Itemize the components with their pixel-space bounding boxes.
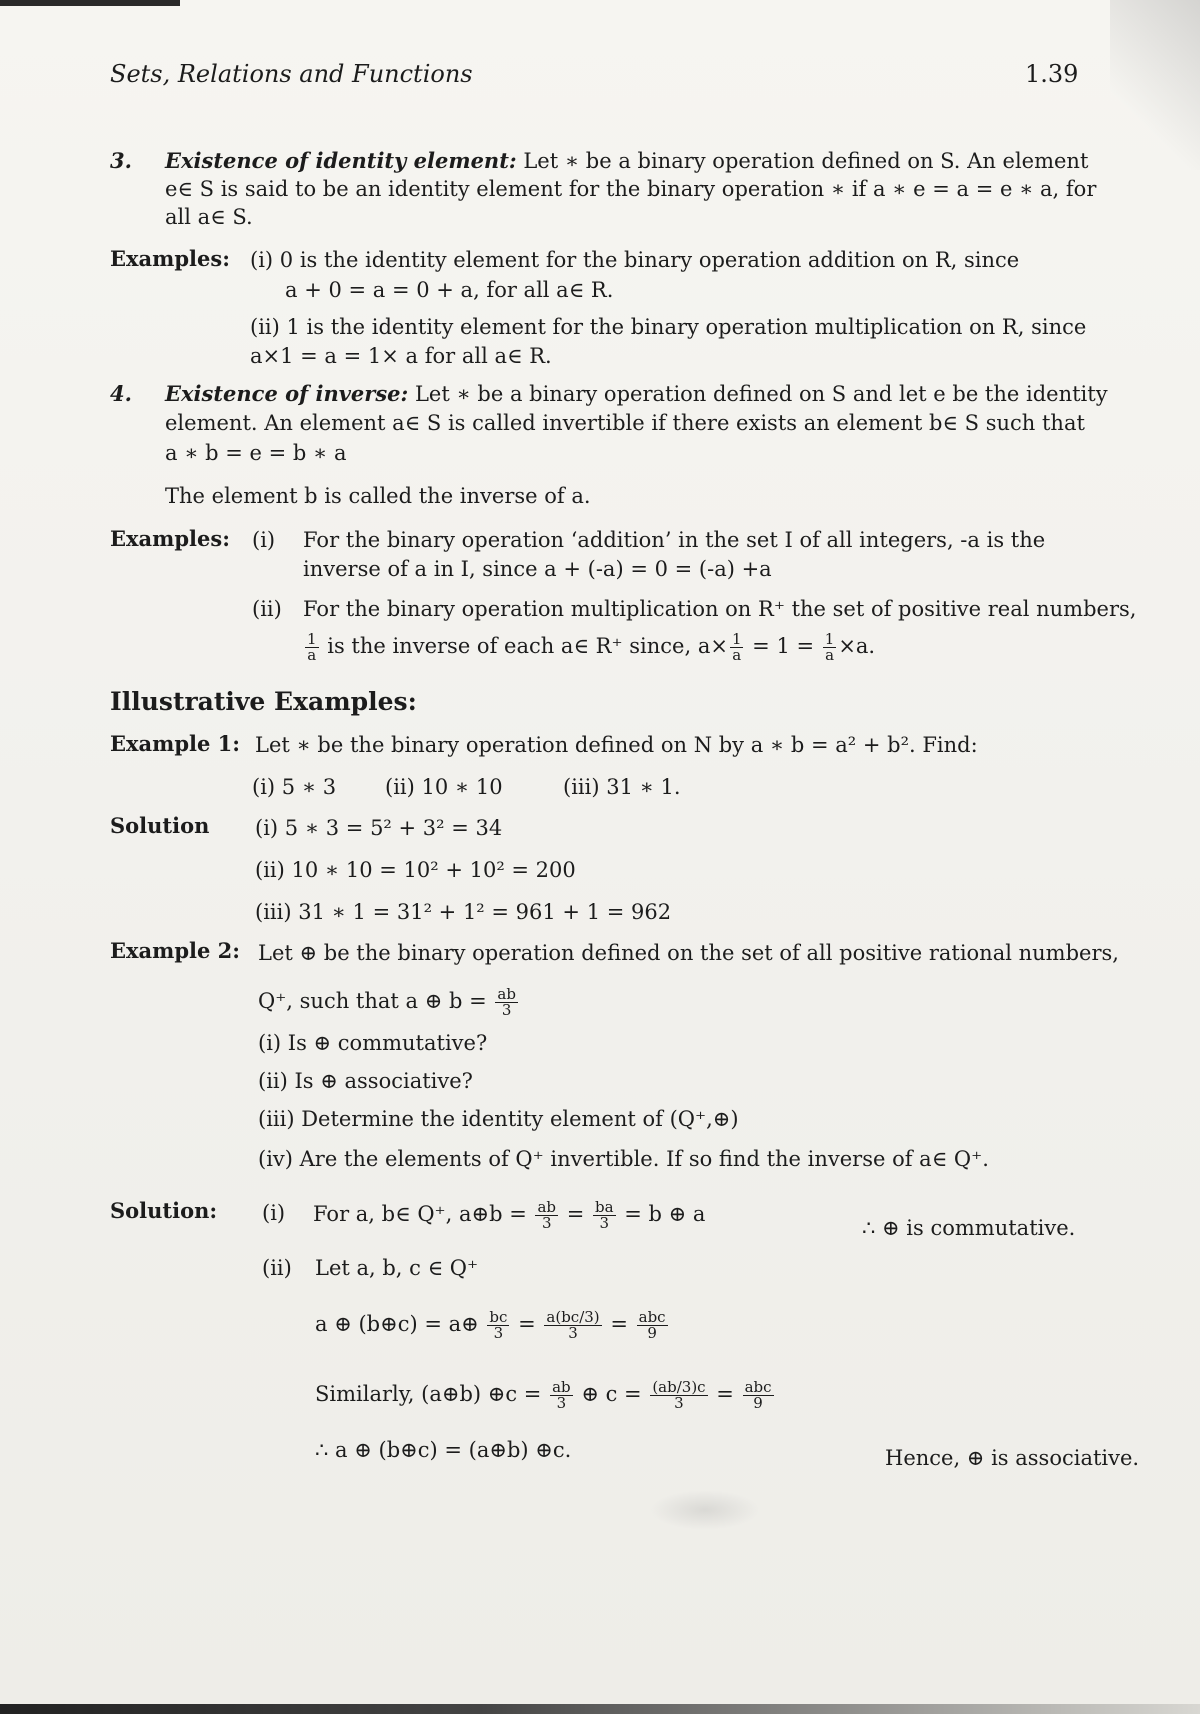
identity-para-line-2: e∈ S is said to be an identity element for the binary operation ∗ if a ∗ e = a = e ∗ a, for — [165, 177, 1097, 201]
inverse-ii-a-times: a× — [697, 634, 728, 658]
identity-example-2-line-2: a×1 = a = 1× a for all a∈ R. — [250, 344, 552, 368]
example-2-def-text: Q⁺, such that a ⊕ b = — [258, 989, 487, 1013]
corner-shadow — [1110, 0, 1200, 170]
example-1-solution-ii: (ii) 10 ∗ 10 = 10² + 10² = 200 — [255, 858, 576, 882]
solution-i-conclusion: ∴ ⊕ is commutative. — [862, 1216, 1076, 1240]
illustrative-examples-heading: Illustrative Examples: — [110, 687, 417, 716]
running-header-title: Sets, Relations and Functions — [110, 60, 473, 88]
fraction-numerator: (ab/3)c — [652, 1378, 706, 1396]
solution-ii-line-1 — [315, 1310, 670, 1341]
fraction-numerator: abc — [638, 1308, 666, 1326]
solution-i-end: = b ⊕ a — [624, 1202, 706, 1226]
fraction-denominator: 3 — [493, 1324, 504, 1342]
fraction-numerator: ab — [497, 985, 516, 1003]
fraction-one-over-a — [823, 632, 837, 663]
inverse-ii-equals-one: = 1 = — [752, 634, 815, 658]
fraction-numerator: 1 — [731, 630, 742, 648]
solution-i-line — [313, 1200, 705, 1231]
fraction-ab-over-3 — [550, 1380, 573, 1411]
inverse-para-line-3: a ∗ b = e = b ∗ a — [165, 441, 347, 465]
identity-para-line-3: all a∈ S. — [165, 205, 253, 229]
solution-ii-line-2-lhs: Similarly, (a⊕b) ⊕c = — [315, 1382, 542, 1406]
example-2-statement: Let ⊕ be the binary operation defined on the set of all positive rational numbers, — [258, 941, 1119, 965]
example-2-question-i: (i) Is ⊕ commutative? — [258, 1031, 488, 1055]
identity-examples-label: Examples: — [110, 246, 230, 271]
equals-sign: = — [518, 1312, 536, 1336]
fraction-denominator: 3 — [568, 1324, 578, 1342]
fraction-denominator: 3 — [674, 1394, 684, 1412]
bottom-edge-shadow — [0, 1704, 1200, 1714]
solution-ii-line-3: ∴ a ⊕ (b⊕c) = (a⊕b) ⊕c. — [315, 1438, 572, 1462]
solution-i-label: (i) — [262, 1201, 286, 1225]
fraction-numerator: ab — [552, 1378, 571, 1396]
inverse-para-line-4: The element b is called the inverse of a. — [165, 484, 591, 508]
inverse-example-i-line-2: inverse of a in I, since a + (-a) = 0 = (-a) +a — [303, 557, 772, 581]
inverse-ii-end: ×a. — [838, 634, 876, 658]
example-2-label: Example 2: — [110, 938, 241, 963]
fraction-abc-over-9 — [743, 1380, 774, 1411]
example-1-part-ii: (ii) 10 ∗ 10 — [385, 775, 503, 799]
top-edge-shadow — [0, 0, 180, 6]
fraction-denominator: a — [825, 646, 835, 664]
fraction-ab-over-3 — [495, 987, 518, 1018]
fraction-one-over-a — [730, 632, 744, 663]
fraction-numerator: 1 — [824, 630, 835, 648]
fraction-denominator: 3 — [501, 1001, 512, 1019]
item-number-4: 4. — [110, 381, 132, 406]
inverse-examples-label: Examples: — [110, 526, 230, 551]
print-smudge — [650, 1490, 760, 1530]
fraction-bc-over-3 — [487, 1310, 509, 1341]
solution-ii-line-1-lhs: a ⊕ (b⊕c) = a⊕ — [315, 1312, 479, 1336]
example-2-definition — [258, 987, 520, 1018]
inverse-heading: Existence of inverse: — [165, 381, 409, 406]
fraction-one-over-a — [305, 632, 319, 663]
solution-ii-line-2-mid: ⊕ c = — [581, 1382, 642, 1406]
solution-ii-label: (ii) — [262, 1256, 292, 1280]
inverse-ii-mid-text: is the inverse of each a∈ R⁺ since, — [327, 634, 692, 658]
fraction-numerator: 1 — [307, 630, 317, 648]
page-number: 1.39 — [1025, 60, 1079, 88]
fraction-ab3-c-over-3 — [650, 1380, 707, 1411]
example-1-solution-iii: (iii) 31 ∗ 1 = 31² + 1² = 961 + 1 = 962 — [255, 900, 672, 924]
inverse-para-line-2: element. An element a∈ S is called invertible if there exists an element b∈ S such that — [165, 411, 1085, 435]
fraction-abc-over-9 — [637, 1310, 668, 1341]
inverse-example-ii-label: (ii) — [252, 597, 282, 621]
inverse-example-ii-line-2 — [303, 632, 875, 663]
fraction-denominator: a — [307, 646, 317, 664]
equals-sign: = — [716, 1382, 734, 1406]
fraction-numerator: ab — [537, 1198, 557, 1216]
equals-sign: = — [566, 1202, 585, 1226]
identity-example-1-line-2: a + 0 = a = 0 + a, for all a∈ R. — [285, 278, 614, 302]
identity-para-line-1 — [165, 147, 1088, 175]
example-2-question-iii: (iii) Determine the identity element of (Q⁺,⊕) — [258, 1107, 739, 1131]
fraction-numerator: ba — [595, 1198, 614, 1216]
identity-example-2-line-1: (ii) 1 is the identity element for the binary operation multiplication on R, since — [250, 315, 1087, 339]
example-1-label: Example 1: — [110, 731, 241, 756]
solution-ii-text: Let a, b, c ∈ Q⁺ — [315, 1256, 479, 1280]
item-number-3: 3. — [110, 148, 132, 173]
fraction-denominator: 9 — [647, 1324, 657, 1342]
fraction-denominator: 3 — [599, 1214, 610, 1232]
solution-ii-line-2 — [315, 1380, 776, 1411]
identity-line-1-text: Let ∗ be a binary operation defined on S. An element — [523, 149, 1089, 173]
example-2-question-iv: (iv) Are the elements of Q⁺ invertible. If so find the inverse of a∈ Q⁺. — [258, 1147, 989, 1171]
fraction-ab-over-3 — [535, 1200, 558, 1231]
identity-example-1-line-1: (i) 0 is the identity element for the binary operation addition on R, since — [250, 248, 1020, 272]
fraction-numerator: a(bc/3) — [546, 1308, 600, 1326]
example-2-question-ii: (ii) Is ⊕ associative? — [258, 1069, 473, 1093]
fraction-denominator: 9 — [753, 1394, 763, 1412]
inverse-example-i-label: (i) — [252, 528, 276, 552]
example-1-part-iii: (iii) 31 ∗ 1. — [563, 775, 681, 799]
fraction-denominator: a — [732, 646, 742, 664]
fraction-numerator: abc — [744, 1378, 772, 1396]
example-1-solution-i: (i) 5 ∗ 3 = 5² + 3² = 34 — [255, 816, 503, 840]
solution-i-text: For a, b∈ Q⁺, a⊕b = — [313, 1202, 527, 1226]
example-1-solution-label: Solution — [110, 813, 210, 838]
fraction-denominator: 3 — [541, 1214, 552, 1232]
identity-heading: Existence of identity element: — [165, 148, 517, 173]
fraction-denominator: 3 — [556, 1394, 567, 1412]
inverse-para-line-1 — [165, 380, 1108, 408]
inverse-example-ii-line-1: For the binary operation multiplication on R⁺ the set of positive real numbers, — [303, 597, 1137, 621]
example-1-statement: Let ∗ be the binary operation defined on N by a ∗ b = a² + b². Find: — [255, 733, 978, 757]
solution-ii-conclusion: Hence, ⊕ is associative. — [885, 1446, 1140, 1470]
example-1-part-i: (i) 5 ∗ 3 — [252, 775, 337, 799]
inverse-example-i-line-1: For the binary operation ‘addition’ in the set I of all integers, -a is the — [303, 528, 1046, 552]
fraction-numerator: bc — [489, 1308, 508, 1326]
fraction-a-bc3-over-3 — [544, 1310, 601, 1341]
equals-sign: = — [610, 1312, 628, 1336]
inverse-line-1-text: Let ∗ be a binary operation defined on S and let e be the identity — [414, 382, 1108, 406]
fraction-ba-over-3 — [593, 1200, 616, 1231]
example-2-solution-label: Solution: — [110, 1198, 218, 1223]
